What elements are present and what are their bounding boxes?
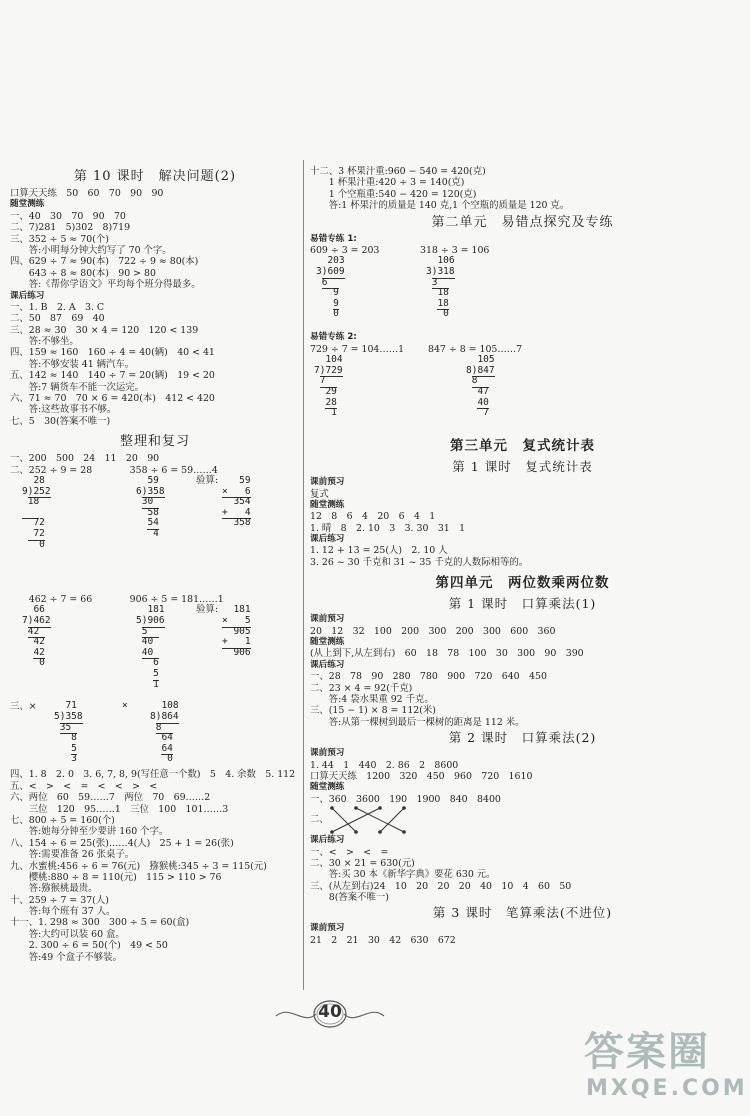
long-division-252-9: 28 9)252 18 72 72 0: [22, 474, 51, 550]
line: 一、200 500 24 11 20 90: [10, 453, 160, 465]
long-division-row-1: [10, 476, 300, 594]
long-division-row-2: [10, 605, 300, 701]
line: 三、(15 − 1) × 8 = 112(米): [310, 705, 436, 717]
lesson-10-title: 第 10 课时 解决问题(2): [73, 169, 237, 184]
line: 20 12 32 100 200 300 200 300 600 360: [310, 625, 556, 637]
line: 12 8 6 4 20 6 4 1: [310, 511, 436, 523]
line: 答:每个班有 37 人。: [10, 906, 116, 918]
watermark: [578, 1020, 748, 1112]
section-label: 课前预习: [310, 477, 345, 488]
line: 318 ÷ 3 = 106: [420, 244, 490, 256]
long-division-906-5: 181 5)906 5 40 40 6 5 1: [136, 604, 165, 690]
line: 8(答案不唯一): [310, 892, 389, 904]
matching-lines: [326, 805, 446, 835]
section-label: 易错专练 2:: [310, 332, 357, 343]
long-division-462-7: 66 7)462 42 42 42 0: [22, 604, 51, 669]
section-label: 课后练习: [310, 534, 345, 545]
line: 口算天天练 50 60 70 90 90: [10, 188, 164, 199]
line: 二、50 87 69 40: [10, 313, 105, 325]
line: 答:需要准备 26 张桌子。: [10, 849, 135, 861]
review-title: 整理和复习: [119, 434, 190, 450]
unit-4-lesson-2-title: 第 2 课时 口算乘法(2): [448, 730, 597, 746]
line: 二、30 × 21 = 630(元): [310, 857, 415, 869]
line: 答:大约可以装 60 盒。: [10, 928, 125, 940]
line: 十、259 ÷ 7 = 37(人): [10, 894, 109, 906]
watermark-text: 答案圈: [584, 1029, 710, 1075]
line: 答:买 30 本《新华字典》要花 630 元。: [310, 869, 496, 881]
line: 1. 晴 8 2. 10 3 3. 30 31 1: [310, 522, 466, 534]
line: 六、71 ≈ 70 70 × 6 = 420(本) 412 < 420: [10, 393, 215, 405]
line: 1 个空瓶重:540 − 420 = 120(克): [310, 188, 477, 200]
long-division-864-8: 108 8)864 8 64 64 0: [150, 700, 179, 765]
line: 七、800 ÷ 5 = 160(个): [10, 814, 115, 826]
line: 答:猕猴桃最贵。: [10, 883, 98, 895]
error-practice-2-row: [310, 344, 735, 355]
section-label: 课前预习: [310, 748, 345, 759]
line: 答:不够安装 41 辆汽车。: [10, 358, 135, 370]
line: 五、142 ≈ 140 140 ÷ 7 = 20(辆) 19 < 20: [10, 370, 215, 382]
cross-mark: ×: [122, 700, 128, 712]
line: 口算天天练 1200 320 450 960 720 1610: [310, 770, 533, 782]
line: 462 ÷ 7 = 66 906 ÷ 5 = 181……1: [10, 593, 224, 605]
section-label: 随堂测练: [310, 782, 345, 793]
line: 847 ÷ 8 = 105……7: [428, 343, 523, 355]
section-label: 课前预习: [310, 923, 345, 934]
line: 一、28 78 90 280 780 900 720 640 450: [310, 671, 547, 683]
line: 1 杯果汁重:420 ÷ 3 = 140(克): [310, 177, 465, 189]
section-label: 课前预习: [310, 614, 345, 625]
section-label: 易错专练 1:: [310, 233, 357, 244]
section-label: 随堂测练: [10, 199, 45, 210]
line: 21 2 21 30 42 630 672: [310, 934, 456, 946]
line: 十二、3 杯果汁重:960 − 540 = 420(克): [310, 166, 486, 177]
check-multiplication-59x6: 59 × 6 354 + 4 358: [222, 474, 251, 529]
line: 三、×: [10, 701, 37, 713]
section-label: 随堂测练: [310, 637, 345, 648]
line: 四、629 ÷ 7 ≈ 90(本) 722 ÷ 9 ≈ 80(本): [10, 256, 199, 268]
right-column: [310, 166, 735, 946]
line: 二、252 ÷ 9 = 28 358 ÷ 6 = 59……4: [10, 464, 218, 476]
line: 一、< > < =: [310, 846, 389, 858]
section-label: 课后练习: [10, 290, 45, 301]
line: 三、28 ≈ 30 30 × 4 = 120 120 < 139: [10, 324, 199, 336]
line: 答:不够坐。: [10, 336, 79, 348]
long-division-847-8: 105 8)847 8 47 40 7: [466, 354, 495, 419]
line: 九、水蜜桃:456 ÷ 6 = 76(元) 猕猴桃:345 ÷ 3 = 115(元): [10, 860, 267, 872]
unit-4-lesson-3-title: 第 3 课时 笔算乘法(不进位): [432, 905, 613, 921]
line: 609 ÷ 3 = 203: [310, 244, 380, 256]
line: 六、两位 60 59……7 两位 70 69……2: [10, 792, 211, 804]
line: 十一、1. 298 ≈ 300 300 ÷ 5 = 60(盒): [10, 917, 190, 929]
section-label: 随堂测练: [310, 499, 345, 510]
unit-4-lesson-1-title: 第 1 课时 口算乘法(1): [448, 596, 597, 612]
check-label: 验算:: [196, 474, 219, 486]
page-number-badge: [270, 996, 390, 1034]
line: 1. 44 1 440 2. 86 2 8600: [310, 759, 459, 771]
watermark-url: MXQE.COM: [586, 1076, 748, 1101]
line: 729 ÷ 7 = 104……1: [310, 343, 405, 355]
section-label: 课后练习: [310, 835, 345, 846]
long-division-318-3: 106 3)318 3 18 18 0: [426, 255, 455, 320]
long-division-609-3: 203 3)609 6 9 9 0: [316, 255, 345, 320]
left-column: [10, 166, 300, 963]
unit-4-title: 第四单元 两位数乘两位数: [435, 575, 610, 592]
section-label: 课后练习: [310, 659, 345, 670]
line: (从上到下,从左到右) 60 18 78 100 30 300 90 390: [310, 648, 584, 660]
line: 三、352 ÷ 5 ≈ 70(个): [10, 233, 109, 245]
line: 五、< > < = < < > <: [10, 780, 158, 792]
line: 1. 12 + 13 = 25(人) 2. 10 人: [310, 545, 448, 557]
error-practice-1-row: [310, 245, 735, 256]
line: 三位 120 95……1 三位 100 101……3: [10, 803, 229, 815]
line: 三、(从左到右)24 10 20 20 20 40 10 4 60 50: [310, 880, 572, 892]
line: 一、40 30 70 90 70: [10, 210, 126, 222]
long-division-729-7: 104 7)729 7 29 28 1: [314, 354, 343, 419]
line: 643 ÷ 8 ≈ 80(本) 90 > 80: [10, 267, 156, 279]
page-number: 40: [318, 1002, 342, 1022]
line: 一、360 3600 190 1900 840 8400: [310, 793, 501, 805]
line: 八、154 ÷ 6 = 25(张)……4(人) 25 + 1 = 26(张): [10, 837, 234, 849]
line: 答:7 辆货车不能一次运完。: [10, 381, 144, 393]
unit-3-title: 第三单元 复式统计表: [450, 438, 595, 455]
line: 答:这些故事书不够。: [10, 404, 117, 416]
check-multiplication-181x5: 181 × 5 905 + 1 906: [222, 604, 251, 658]
line: 复式: [310, 488, 329, 500]
line: 答:49 个盒子不够装。: [10, 951, 122, 963]
long-division-358-6: 59 6)358 30 58 54 4: [136, 474, 165, 539]
matching-lines-row: [310, 805, 735, 835]
line: 七、5 30(答案不唯一): [10, 415, 111, 427]
line: 3. 26 ~ 30 千克和 31 ~ 35 千克的人数际相等的。: [310, 556, 529, 568]
line: 答:从第一棵树到最后一棵树的距离是 112 米。: [310, 716, 525, 728]
line: 二、: [310, 814, 329, 826]
unit-3-lesson-1-title: 第 1 课时 复式统计表: [452, 459, 593, 475]
long-division-row-3: [10, 701, 300, 769]
line: 答:小明每分钟大约写了 70 个字。: [10, 244, 172, 256]
error-practice-1-calcs: [310, 256, 735, 332]
unit-2-title: 第二单元 易错点探究及专练: [431, 214, 614, 230]
line: 二、23 × 4 = 92(千克): [310, 682, 413, 694]
line: 答:1 杯果汁的质量是 140 克,1 个空瓶的质量是 120 克。: [310, 200, 570, 212]
line: 2. 300 ÷ 6 = 50(个) 49 < 50: [10, 940, 168, 952]
line: 二、7)281 5)302 8)719: [10, 222, 131, 234]
error-practice-2-calcs: [310, 355, 735, 435]
line: 四、1. 8 2. 0 3. 6, 7, 8, 9(写任意一个数) 5 4. 余数 5. 112: [10, 769, 296, 781]
column-divider: [303, 160, 304, 990]
line: 一、1. B 2. A 3. C: [10, 301, 105, 313]
line: 四、159 ≈ 160 160 ÷ 4 = 40(辆) 40 < 41: [10, 347, 215, 359]
line: 答:她每分钟至少要讲 160 个字。: [10, 826, 169, 838]
line: 答:4 袋水果重 92 千克。: [310, 693, 434, 705]
check-label: 验算:: [196, 604, 219, 616]
line: 答:《帮你学语文》平均每个班分得最多。: [10, 279, 201, 291]
line: 樱桃:880 ÷ 8 = 110(元) 115 > 110 > 76: [10, 871, 222, 883]
long-division-358-5: 71 5)358 35 8 5 3: [54, 700, 83, 765]
